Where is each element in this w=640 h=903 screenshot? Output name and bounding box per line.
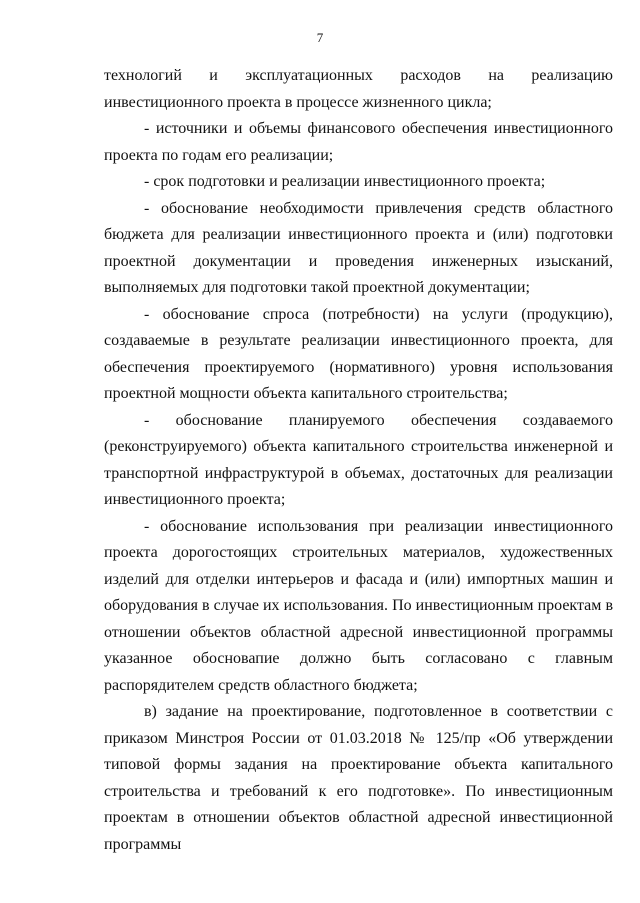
- paragraph-design-assignment: в) задание на проектирование, подготовленное в соответствии с приказом Минстроя России от 01.03.2018 № 125/пр «Об утверждении типовой формы задания на проектирование объекта капитального строительства и требований к его подготовке». По инвестиционным проектам в отношении объектов областной адресной инвестиционной программы: [104, 703, 613, 853]
- document-body: [104, 63, 613, 858]
- paragraph-funding-sources: - источники и объемы финансового обеспечения инвестиционного проекта по годам его реализации;: [104, 120, 613, 164]
- paragraph-continuation: технологий и эксплуатационных расходов на реализацию инвестиционного проекта в процессе жизненного цикла;: [104, 67, 613, 111]
- paragraph-timeline: - срок подготовки и реализации инвестиционного проекта;: [144, 173, 546, 190]
- paragraph-infrastructure-justification: - обоснование планируемого обеспечения создаваемого (реконструируемого) объекта капитального строительства инженерной и транспортной инфраструктурой в объемах, достаточных для реализации инвестиционного проекта;: [104, 411, 613, 508]
- paragraph-budget-justification: - обоснование необходимости привлечения средств областного бюджета для реализации инвестиционного проекта и (или) подготовки проектной документации и проведения инженерных изысканий, выполняемых для подготовки такой проектной документации;: [104, 199, 613, 296]
- page-number: 7: [316, 30, 324, 45]
- paragraph-demand-justification: - обоснование спроса (потребности) на услуги (продукцию), создаваемые в результате реализации инвестиционного проекта, для обеспечения проектируемого (нормативного) уровня использования проектной мощности объекта капитального строительства;: [104, 305, 613, 402]
- paragraph-materials-justification: - обоснование использования при реализации инвестиционного проекта дорогостоящих строительных материалов, художественных изделий для отделки интерьеров и фасада и (или) импортных машин и оборудования в случае их использования. По инвестиционным проектам в отношении объектов областной адресной инвестиционной программы указанное обосновапие должно быть согласовано с главным распорядителем средств областного бюджета;: [104, 517, 613, 694]
